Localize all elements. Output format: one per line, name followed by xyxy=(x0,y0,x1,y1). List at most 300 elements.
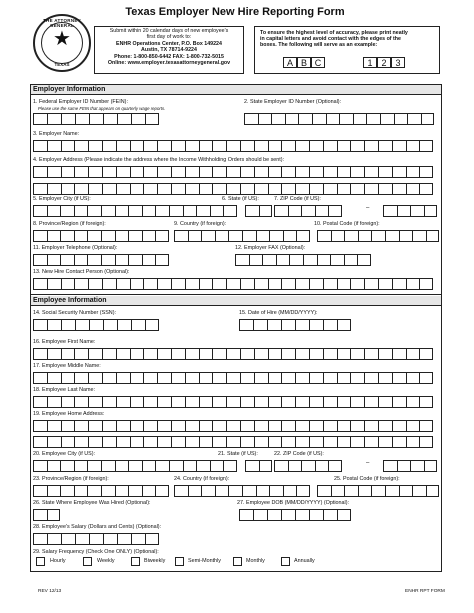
char-box[interactable] xyxy=(103,113,117,125)
char-box[interactable] xyxy=(323,509,337,521)
char-box[interactable] xyxy=(33,140,47,152)
char-box[interactable] xyxy=(171,348,185,360)
char-box[interactable] xyxy=(326,113,340,125)
char-box[interactable] xyxy=(210,460,224,472)
char-box[interactable] xyxy=(33,319,47,331)
char-box[interactable] xyxy=(157,436,171,448)
char-box[interactable] xyxy=(61,113,75,125)
char-box[interactable] xyxy=(131,319,145,331)
char-box[interactable] xyxy=(240,140,254,152)
char-box[interactable] xyxy=(88,348,102,360)
char-box[interactable] xyxy=(102,166,116,178)
char-box[interactable] xyxy=(337,372,351,384)
char-box[interactable] xyxy=(88,420,102,432)
char-box[interactable] xyxy=(143,436,157,448)
char-box[interactable] xyxy=(171,278,185,290)
char-box[interactable] xyxy=(33,230,47,242)
char-box[interactable] xyxy=(399,230,413,242)
biweekly-checkbox[interactable] xyxy=(131,557,140,566)
char-box[interactable] xyxy=(309,372,323,384)
char-box[interactable] xyxy=(254,166,268,178)
char-box[interactable] xyxy=(157,372,171,384)
char-box[interactable] xyxy=(33,460,47,472)
char-box[interactable] xyxy=(281,140,295,152)
char-box[interactable] xyxy=(288,205,302,217)
monthly-checkbox[interactable] xyxy=(233,557,242,566)
char-box[interactable] xyxy=(366,113,380,125)
char-box[interactable] xyxy=(33,396,47,408)
char-box[interactable] xyxy=(240,166,254,178)
char-box[interactable] xyxy=(364,420,378,432)
char-box[interactable] xyxy=(33,372,47,384)
char-box[interactable] xyxy=(143,278,157,290)
char-box[interactable] xyxy=(61,348,75,360)
char-box[interactable] xyxy=(344,485,358,497)
char-box[interactable] xyxy=(253,319,267,331)
char-box[interactable] xyxy=(350,166,364,178)
char-box[interactable] xyxy=(419,436,433,448)
char-box[interactable] xyxy=(274,460,288,472)
char-box[interactable] xyxy=(298,113,312,125)
char-box[interactable] xyxy=(47,509,61,521)
char-box[interactable] xyxy=(399,485,413,497)
char-box[interactable] xyxy=(281,420,295,432)
char-box[interactable] xyxy=(75,113,89,125)
char-box[interactable] xyxy=(296,230,310,242)
char-box[interactable] xyxy=(259,460,273,472)
char-box[interactable] xyxy=(288,460,302,472)
char-box[interactable] xyxy=(301,205,315,217)
char-box[interactable] xyxy=(212,420,226,432)
char-box[interactable] xyxy=(116,140,130,152)
char-box[interactable] xyxy=(131,113,145,125)
char-box[interactable] xyxy=(240,348,254,360)
state-hired-boxes[interactable] xyxy=(33,509,60,521)
char-box[interactable] xyxy=(212,436,226,448)
char-box[interactable] xyxy=(309,183,323,195)
employer-province-boxes[interactable] xyxy=(33,230,169,242)
char-box[interactable] xyxy=(157,183,171,195)
char-box[interactable] xyxy=(47,396,61,408)
char-box[interactable] xyxy=(33,485,47,497)
fein-boxes[interactable] xyxy=(33,113,159,125)
char-box[interactable] xyxy=(364,372,378,384)
char-box[interactable] xyxy=(74,254,88,266)
salary-boxes[interactable] xyxy=(33,533,159,545)
char-box[interactable] xyxy=(88,372,102,384)
char-box[interactable] xyxy=(116,166,130,178)
char-box[interactable] xyxy=(337,166,351,178)
char-box[interactable] xyxy=(383,205,397,217)
char-box[interactable] xyxy=(157,140,171,152)
char-box[interactable] xyxy=(102,183,116,195)
char-box[interactable] xyxy=(283,485,297,497)
char-box[interactable] xyxy=(406,420,420,432)
char-box[interactable] xyxy=(424,205,438,217)
char-box[interactable] xyxy=(101,205,115,217)
char-box[interactable] xyxy=(115,205,129,217)
char-box[interactable] xyxy=(410,205,424,217)
first-name-boxes[interactable] xyxy=(33,348,433,360)
char-box[interactable] xyxy=(155,230,169,242)
char-box[interactable] xyxy=(419,166,433,178)
char-box[interactable] xyxy=(378,166,392,178)
hourly-checkbox[interactable] xyxy=(36,557,45,566)
char-box[interactable] xyxy=(364,348,378,360)
char-box[interactable] xyxy=(268,420,282,432)
char-box[interactable] xyxy=(88,278,102,290)
char-box[interactable] xyxy=(47,113,61,125)
char-box[interactable] xyxy=(371,230,385,242)
char-box[interactable] xyxy=(102,420,116,432)
char-box[interactable] xyxy=(130,278,144,290)
char-box[interactable] xyxy=(256,230,270,242)
char-box[interactable] xyxy=(281,319,295,331)
char-box[interactable] xyxy=(215,230,229,242)
char-box[interactable] xyxy=(201,485,215,497)
char-box[interactable] xyxy=(47,460,61,472)
char-box[interactable] xyxy=(117,113,131,125)
char-box[interactable] xyxy=(249,254,263,266)
char-box[interactable] xyxy=(309,140,323,152)
char-box[interactable] xyxy=(271,113,285,125)
char-box[interactable] xyxy=(315,460,329,472)
char-box[interactable] xyxy=(74,278,88,290)
char-box[interactable] xyxy=(254,396,268,408)
char-box[interactable] xyxy=(358,485,372,497)
char-box[interactable] xyxy=(392,140,406,152)
char-box[interactable] xyxy=(309,436,323,448)
char-box[interactable] xyxy=(188,230,202,242)
char-box[interactable] xyxy=(281,183,295,195)
char-box[interactable] xyxy=(142,460,156,472)
char-box[interactable] xyxy=(268,348,282,360)
char-box[interactable] xyxy=(380,113,394,125)
char-box[interactable] xyxy=(130,140,144,152)
char-box[interactable] xyxy=(281,396,295,408)
char-box[interactable] xyxy=(74,396,88,408)
char-box[interactable] xyxy=(102,140,116,152)
char-box[interactable] xyxy=(61,183,75,195)
char-box[interactable] xyxy=(116,420,130,432)
char-box[interactable] xyxy=(130,436,144,448)
char-box[interactable] xyxy=(378,140,392,152)
char-box[interactable] xyxy=(143,140,157,152)
char-box[interactable] xyxy=(240,278,254,290)
char-box[interactable] xyxy=(309,319,323,331)
char-box[interactable] xyxy=(337,396,351,408)
char-box[interactable] xyxy=(419,140,433,152)
char-box[interactable] xyxy=(199,183,213,195)
char-box[interactable] xyxy=(212,278,226,290)
char-box[interactable] xyxy=(74,420,88,432)
char-box[interactable] xyxy=(240,183,254,195)
char-box[interactable] xyxy=(267,319,281,331)
char-box[interactable] xyxy=(323,140,337,152)
char-box[interactable] xyxy=(242,230,256,242)
char-box[interactable] xyxy=(337,140,351,152)
char-box[interactable] xyxy=(240,436,254,448)
char-box[interactable] xyxy=(407,113,421,125)
char-box[interactable] xyxy=(385,230,399,242)
char-box[interactable] xyxy=(185,166,199,178)
char-box[interactable] xyxy=(174,485,188,497)
char-box[interactable] xyxy=(353,113,367,125)
char-box[interactable] xyxy=(350,396,364,408)
char-box[interactable] xyxy=(115,230,129,242)
char-box[interactable] xyxy=(47,166,61,178)
char-box[interactable] xyxy=(88,396,102,408)
char-box[interactable] xyxy=(101,460,115,472)
char-box[interactable] xyxy=(212,396,226,408)
char-box[interactable] xyxy=(281,372,295,384)
char-box[interactable] xyxy=(378,348,392,360)
char-box[interactable] xyxy=(295,348,309,360)
char-box[interactable] xyxy=(350,436,364,448)
char-box[interactable] xyxy=(33,436,47,448)
char-box[interactable] xyxy=(212,183,226,195)
char-box[interactable] xyxy=(33,420,47,432)
char-box[interactable] xyxy=(350,183,364,195)
char-box[interactable] xyxy=(226,140,240,152)
char-box[interactable] xyxy=(392,420,406,432)
char-box[interactable] xyxy=(130,396,144,408)
char-box[interactable] xyxy=(143,372,157,384)
char-box[interactable] xyxy=(155,460,169,472)
char-box[interactable] xyxy=(87,460,101,472)
char-box[interactable] xyxy=(33,254,47,266)
char-box[interactable] xyxy=(183,205,197,217)
employer-address-boxes[interactable] xyxy=(33,166,433,178)
char-box[interactable] xyxy=(74,485,88,497)
char-box[interactable] xyxy=(87,485,101,497)
char-box[interactable] xyxy=(285,113,299,125)
employer-address-boxes-line-2[interactable] xyxy=(33,183,433,195)
char-box[interactable] xyxy=(87,230,101,242)
semi-monthly-checkbox[interactable] xyxy=(175,557,184,566)
char-box[interactable] xyxy=(295,166,309,178)
char-box[interactable] xyxy=(419,278,433,290)
char-box[interactable] xyxy=(268,166,282,178)
home-address-boxes-line-2[interactable] xyxy=(33,436,433,448)
char-box[interactable] xyxy=(102,436,116,448)
char-box[interactable] xyxy=(142,205,156,217)
annually-checkbox[interactable] xyxy=(281,557,290,566)
char-box[interactable] xyxy=(61,278,75,290)
char-box[interactable] xyxy=(226,372,240,384)
char-box[interactable] xyxy=(196,205,210,217)
char-box[interactable] xyxy=(74,348,88,360)
char-box[interactable] xyxy=(323,348,337,360)
char-box[interactable] xyxy=(268,396,282,408)
char-box[interactable] xyxy=(330,254,344,266)
char-box[interactable] xyxy=(116,183,130,195)
char-box[interactable] xyxy=(240,372,254,384)
char-box[interactable] xyxy=(309,278,323,290)
char-box[interactable] xyxy=(171,140,185,152)
char-box[interactable] xyxy=(101,230,115,242)
char-box[interactable] xyxy=(397,460,411,472)
char-box[interactable] xyxy=(47,533,61,545)
char-box[interactable] xyxy=(88,436,102,448)
char-box[interactable] xyxy=(406,396,420,408)
char-box[interactable] xyxy=(226,436,240,448)
char-box[interactable] xyxy=(268,183,282,195)
char-box[interactable] xyxy=(392,396,406,408)
employer-name-boxes[interactable] xyxy=(33,140,433,152)
char-box[interactable] xyxy=(33,183,47,195)
char-box[interactable] xyxy=(378,278,392,290)
char-box[interactable] xyxy=(157,348,171,360)
char-box[interactable] xyxy=(254,436,268,448)
char-box[interactable] xyxy=(344,230,358,242)
char-box[interactable] xyxy=(419,372,433,384)
char-box[interactable] xyxy=(426,485,440,497)
char-box[interactable] xyxy=(47,436,61,448)
char-box[interactable] xyxy=(281,166,295,178)
char-box[interactable] xyxy=(89,113,103,125)
char-box[interactable] xyxy=(226,348,240,360)
char-box[interactable] xyxy=(254,372,268,384)
char-box[interactable] xyxy=(323,396,337,408)
char-box[interactable] xyxy=(212,166,226,178)
char-box[interactable] xyxy=(101,485,115,497)
char-box[interactable] xyxy=(33,166,47,178)
char-box[interactable] xyxy=(364,396,378,408)
char-box[interactable] xyxy=(331,230,345,242)
char-box[interactable] xyxy=(199,166,213,178)
char-box[interactable] xyxy=(143,396,157,408)
char-box[interactable] xyxy=(339,113,353,125)
char-box[interactable] xyxy=(128,485,142,497)
char-box[interactable] xyxy=(289,254,303,266)
char-box[interactable] xyxy=(337,319,351,331)
char-box[interactable] xyxy=(426,230,440,242)
char-box[interactable] xyxy=(281,348,295,360)
char-box[interactable] xyxy=(358,230,372,242)
char-box[interactable] xyxy=(157,420,171,432)
char-box[interactable] xyxy=(262,254,276,266)
char-box[interactable] xyxy=(116,348,130,360)
char-box[interactable] xyxy=(88,166,102,178)
char-box[interactable] xyxy=(33,205,47,217)
char-box[interactable] xyxy=(337,420,351,432)
char-box[interactable] xyxy=(212,372,226,384)
char-box[interactable] xyxy=(226,166,240,178)
char-box[interactable] xyxy=(201,230,215,242)
char-box[interactable] xyxy=(185,140,199,152)
char-box[interactable] xyxy=(226,183,240,195)
char-box[interactable] xyxy=(412,485,426,497)
char-box[interactable] xyxy=(157,396,171,408)
char-box[interactable] xyxy=(47,254,61,266)
char-box[interactable] xyxy=(419,420,433,432)
char-box[interactable] xyxy=(128,205,142,217)
char-box[interactable] xyxy=(102,396,116,408)
char-box[interactable] xyxy=(303,254,317,266)
employer-postal-boxes[interactable] xyxy=(317,230,439,242)
char-box[interactable] xyxy=(89,319,103,331)
char-box[interactable] xyxy=(295,396,309,408)
char-box[interactable] xyxy=(254,278,268,290)
char-box[interactable] xyxy=(364,278,378,290)
char-box[interactable] xyxy=(337,348,351,360)
char-box[interactable] xyxy=(309,509,323,521)
char-box[interactable] xyxy=(364,436,378,448)
char-box[interactable] xyxy=(88,183,102,195)
char-box[interactable] xyxy=(281,436,295,448)
char-box[interactable] xyxy=(145,533,159,545)
char-box[interactable] xyxy=(47,348,61,360)
employer-zip-ext-boxes[interactable] xyxy=(383,205,437,217)
char-box[interactable] xyxy=(185,278,199,290)
char-box[interactable] xyxy=(412,230,426,242)
char-box[interactable] xyxy=(145,319,159,331)
char-box[interactable] xyxy=(350,140,364,152)
char-box[interactable] xyxy=(323,183,337,195)
employee-country-boxes[interactable] xyxy=(174,485,310,497)
char-box[interactable] xyxy=(143,420,157,432)
char-box[interactable] xyxy=(130,372,144,384)
char-box[interactable] xyxy=(239,509,253,521)
char-box[interactable] xyxy=(33,348,47,360)
char-box[interactable] xyxy=(171,420,185,432)
ssn-boxes[interactable] xyxy=(33,319,159,331)
char-box[interactable] xyxy=(47,205,61,217)
char-box[interactable] xyxy=(392,436,406,448)
char-box[interactable] xyxy=(323,319,337,331)
char-box[interactable] xyxy=(424,460,438,472)
char-box[interactable] xyxy=(143,183,157,195)
char-box[interactable] xyxy=(295,183,309,195)
char-box[interactable] xyxy=(269,230,283,242)
char-box[interactable] xyxy=(74,230,88,242)
employer-fax-boxes[interactable] xyxy=(235,254,371,266)
char-box[interactable] xyxy=(269,485,283,497)
char-box[interactable] xyxy=(256,485,270,497)
employee-province-boxes[interactable] xyxy=(33,485,169,497)
dob-boxes[interactable] xyxy=(239,509,351,521)
char-box[interactable] xyxy=(317,485,331,497)
char-box[interactable] xyxy=(61,166,75,178)
char-box[interactable] xyxy=(281,278,295,290)
char-box[interactable] xyxy=(378,420,392,432)
char-box[interactable] xyxy=(61,420,75,432)
char-box[interactable] xyxy=(406,436,420,448)
char-box[interactable] xyxy=(385,485,399,497)
char-box[interactable] xyxy=(323,372,337,384)
char-box[interactable] xyxy=(328,205,342,217)
char-box[interactable] xyxy=(130,166,144,178)
char-box[interactable] xyxy=(295,319,309,331)
char-box[interactable] xyxy=(33,509,47,521)
char-box[interactable] xyxy=(185,372,199,384)
char-box[interactable] xyxy=(337,183,351,195)
char-box[interactable] xyxy=(276,254,290,266)
char-box[interactable] xyxy=(142,485,156,497)
char-box[interactable] xyxy=(61,436,75,448)
char-box[interactable] xyxy=(183,460,197,472)
char-box[interactable] xyxy=(309,396,323,408)
char-box[interactable] xyxy=(421,113,435,125)
char-box[interactable] xyxy=(131,533,145,545)
employee-city-boxes[interactable] xyxy=(33,460,237,472)
char-box[interactable] xyxy=(312,113,326,125)
char-box[interactable] xyxy=(33,278,47,290)
char-box[interactable] xyxy=(171,436,185,448)
char-box[interactable] xyxy=(323,166,337,178)
char-box[interactable] xyxy=(74,460,88,472)
